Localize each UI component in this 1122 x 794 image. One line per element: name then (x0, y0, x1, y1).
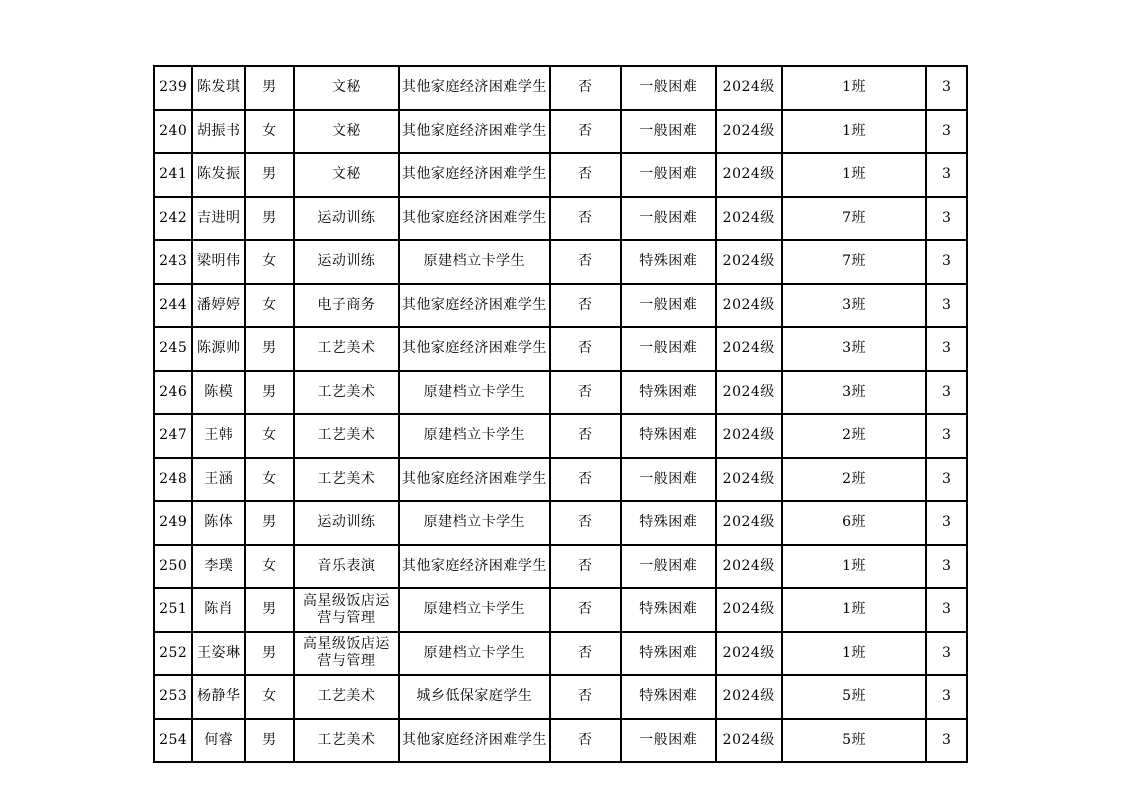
cell-major-text: 运动训练 (317, 253, 376, 270)
cell-student-name: 陈肖 (192, 588, 245, 632)
cell-number: 240 (154, 110, 192, 154)
cell-value: 3 (926, 719, 967, 763)
cell-student-name: 何睿 (192, 719, 245, 763)
cell-value: 3 (926, 414, 967, 458)
cell-number: 254 (154, 719, 192, 763)
cell-class: 3班 (782, 284, 927, 328)
cell-major-text: 工艺美术 (317, 688, 376, 705)
cell-value: 3 (926, 66, 967, 110)
cell-grade: 2024级 (716, 284, 782, 328)
cell-aid-category: 其他家庭经济困难学生 (399, 284, 550, 328)
student-aid-table (153, 65, 968, 763)
cell-major (294, 284, 399, 328)
cell-value: 3 (926, 632, 967, 676)
cell-aid-category: 原建档立卡学生 (399, 588, 550, 632)
cell-grade: 2024级 (716, 240, 782, 284)
cell-grade: 2024级 (716, 110, 782, 154)
cell-student-name: 王韩 (192, 414, 245, 458)
cell-aid-category: 其他家庭经济困难学生 (399, 719, 550, 763)
cell-value: 3 (926, 545, 967, 589)
cell-gender: 男 (245, 327, 294, 371)
cell-major-text: 文秘 (331, 79, 361, 96)
cell-major (294, 327, 399, 371)
cell-major-text: 工艺美术 (317, 340, 376, 357)
cell-difficulty-level: 特殊困难 (621, 501, 716, 545)
cell-major (294, 632, 399, 676)
cell-number: 248 (154, 458, 192, 502)
cell-flag: 否 (550, 719, 621, 763)
cell-gender: 男 (245, 66, 294, 110)
cell-flag: 否 (550, 675, 621, 719)
cell-difficulty-level: 一般困难 (621, 153, 716, 197)
cell-value: 3 (926, 327, 967, 371)
cell-value: 3 (926, 458, 967, 502)
cell-gender: 女 (245, 110, 294, 154)
cell-student-name: 陈模 (192, 371, 245, 415)
cell-grade: 2024级 (716, 632, 782, 676)
cell-major (294, 719, 399, 763)
table-row (154, 66, 967, 110)
cell-major-text: 电子商务 (317, 296, 376, 313)
cell-student-name: 胡振书 (192, 110, 245, 154)
cell-major-text: 运动训练 (317, 209, 376, 226)
table-row (154, 545, 967, 589)
cell-number: 241 (154, 153, 192, 197)
cell-class: 1班 (782, 66, 927, 110)
cell-value: 3 (926, 284, 967, 328)
cell-flag: 否 (550, 458, 621, 502)
cell-grade: 2024级 (716, 588, 782, 632)
cell-class: 1班 (782, 588, 927, 632)
cell-class: 5班 (782, 719, 927, 763)
cell-major (294, 110, 399, 154)
cell-major (294, 371, 399, 415)
cell-grade: 2024级 (716, 675, 782, 719)
cell-aid-category: 城乡低保家庭学生 (399, 675, 550, 719)
cell-aid-category: 其他家庭经济困难学生 (399, 545, 550, 589)
cell-major (294, 458, 399, 502)
cell-grade: 2024级 (716, 719, 782, 763)
table-row (154, 719, 967, 763)
cell-grade: 2024级 (716, 545, 782, 589)
cell-grade: 2024级 (716, 458, 782, 502)
cell-difficulty-level: 特殊困难 (621, 632, 716, 676)
table-row (154, 371, 967, 415)
cell-number: 253 (154, 675, 192, 719)
cell-class: 3班 (782, 371, 927, 415)
cell-major-text: 工艺美术 (317, 731, 376, 748)
table-row (154, 458, 967, 502)
cell-gender: 女 (245, 240, 294, 284)
cell-major (294, 588, 399, 632)
cell-major (294, 240, 399, 284)
cell-aid-category: 其他家庭经济困难学生 (399, 110, 550, 154)
table-row (154, 501, 967, 545)
cell-major-text: 音乐表演 (317, 557, 376, 574)
cell-student-name: 杨静华 (192, 675, 245, 719)
cell-aid-category: 原建档立卡学生 (399, 632, 550, 676)
cell-major (294, 501, 399, 545)
cell-flag: 否 (550, 632, 621, 676)
cell-major-text: 工艺美术 (317, 383, 376, 400)
cell-number: 246 (154, 371, 192, 415)
cell-grade: 2024级 (716, 66, 782, 110)
cell-gender: 男 (245, 197, 294, 241)
cell-flag: 否 (550, 110, 621, 154)
cell-value: 3 (926, 371, 967, 415)
cell-difficulty-level: 一般困难 (621, 458, 716, 502)
cell-major (294, 197, 399, 241)
cell-value: 3 (926, 588, 967, 632)
cell-class: 2班 (782, 458, 927, 502)
table-row (154, 327, 967, 371)
cell-student-name: 王姿琳 (192, 632, 245, 676)
cell-aid-category: 原建档立卡学生 (399, 501, 550, 545)
cell-flag: 否 (550, 414, 621, 458)
cell-class: 1班 (782, 153, 927, 197)
cell-flag: 否 (550, 153, 621, 197)
cell-difficulty-level: 特殊困难 (621, 675, 716, 719)
cell-major-text: 高星级饭店运营与管理 (302, 592, 390, 626)
cell-class: 7班 (782, 197, 927, 241)
cell-major (294, 675, 399, 719)
table-row (154, 240, 967, 284)
table-row (154, 588, 967, 632)
cell-student-name: 陈源帅 (192, 327, 245, 371)
cell-gender: 男 (245, 371, 294, 415)
cell-student-name: 李璞 (192, 545, 245, 589)
cell-class: 5班 (782, 675, 927, 719)
cell-flag: 否 (550, 501, 621, 545)
cell-grade: 2024级 (716, 371, 782, 415)
cell-aid-category: 其他家庭经济困难学生 (399, 197, 550, 241)
cell-class: 2班 (782, 414, 927, 458)
cell-difficulty-level: 特殊困难 (621, 588, 716, 632)
cell-number: 247 (154, 414, 192, 458)
cell-difficulty-level: 一般困难 (621, 197, 716, 241)
cell-gender: 男 (245, 632, 294, 676)
cell-flag: 否 (550, 197, 621, 241)
cell-gender: 女 (245, 414, 294, 458)
cell-class: 7班 (782, 240, 927, 284)
cell-aid-category: 原建档立卡学生 (399, 414, 550, 458)
cell-class: 1班 (782, 632, 927, 676)
cell-number: 249 (154, 501, 192, 545)
cell-major-text: 运动训练 (317, 514, 376, 531)
cell-flag: 否 (550, 284, 621, 328)
cell-number: 243 (154, 240, 192, 284)
cell-difficulty-level: 一般困难 (621, 284, 716, 328)
cell-aid-category: 其他家庭经济困难学生 (399, 153, 550, 197)
cell-class: 1班 (782, 545, 927, 589)
cell-value: 3 (926, 501, 967, 545)
cell-gender: 女 (245, 545, 294, 589)
cell-class: 1班 (782, 110, 927, 154)
cell-class: 3班 (782, 327, 927, 371)
cell-major (294, 66, 399, 110)
cell-grade: 2024级 (716, 197, 782, 241)
table-row (154, 284, 967, 328)
cell-difficulty-level: 一般困难 (621, 327, 716, 371)
table-body (154, 66, 967, 762)
cell-gender: 男 (245, 719, 294, 763)
cell-number: 244 (154, 284, 192, 328)
cell-difficulty-level: 一般困难 (621, 66, 716, 110)
cell-value: 3 (926, 675, 967, 719)
cell-value: 3 (926, 110, 967, 154)
cell-number: 239 (154, 66, 192, 110)
cell-gender: 女 (245, 284, 294, 328)
cell-aid-category: 原建档立卡学生 (399, 240, 550, 284)
cell-flag: 否 (550, 66, 621, 110)
cell-grade: 2024级 (716, 327, 782, 371)
cell-number: 242 (154, 197, 192, 241)
cell-student-name: 梁明伟 (192, 240, 245, 284)
cell-major (294, 545, 399, 589)
cell-flag: 否 (550, 588, 621, 632)
cell-flag: 否 (550, 327, 621, 371)
cell-aid-category: 其他家庭经济困难学生 (399, 458, 550, 502)
cell-difficulty-level: 一般困难 (621, 545, 716, 589)
cell-student-name: 潘婷婷 (192, 284, 245, 328)
cell-number: 251 (154, 588, 192, 632)
cell-grade: 2024级 (716, 414, 782, 458)
cell-aid-category: 其他家庭经济困难学生 (399, 327, 550, 371)
table-row (154, 675, 967, 719)
cell-class: 6班 (782, 501, 927, 545)
cell-flag: 否 (550, 371, 621, 415)
cell-gender: 男 (245, 588, 294, 632)
cell-difficulty-level: 一般困难 (621, 110, 716, 154)
cell-difficulty-level: 特殊困难 (621, 240, 716, 284)
cell-major-text: 文秘 (331, 122, 361, 139)
cell-number: 250 (154, 545, 192, 589)
cell-grade: 2024级 (716, 153, 782, 197)
cell-difficulty-level: 一般困难 (621, 719, 716, 763)
cell-gender: 女 (245, 675, 294, 719)
cell-number: 245 (154, 327, 192, 371)
cell-number: 252 (154, 632, 192, 676)
cell-student-name: 王涵 (192, 458, 245, 502)
cell-gender: 女 (245, 458, 294, 502)
table-row (154, 153, 967, 197)
table-row (154, 197, 967, 241)
cell-value: 3 (926, 197, 967, 241)
cell-difficulty-level: 特殊困难 (621, 414, 716, 458)
cell-major-text: 工艺美术 (317, 427, 376, 444)
table-row (154, 632, 967, 676)
cell-major (294, 153, 399, 197)
cell-flag: 否 (550, 240, 621, 284)
cell-major-text: 工艺美术 (317, 470, 376, 487)
cell-gender: 男 (245, 501, 294, 545)
table-row (154, 414, 967, 458)
cell-major (294, 414, 399, 458)
cell-value: 3 (926, 240, 967, 284)
cell-major-text: 文秘 (331, 166, 361, 183)
cell-aid-category: 其他家庭经济困难学生 (399, 66, 550, 110)
cell-value: 3 (926, 153, 967, 197)
cell-flag: 否 (550, 545, 621, 589)
cell-difficulty-level: 特殊困难 (621, 371, 716, 415)
cell-student-name: 陈体 (192, 501, 245, 545)
cell-student-name: 陈发振 (192, 153, 245, 197)
cell-student-name: 陈发琪 (192, 66, 245, 110)
cell-grade: 2024级 (716, 501, 782, 545)
cell-gender: 男 (245, 153, 294, 197)
table-row (154, 110, 967, 154)
cell-aid-category: 原建档立卡学生 (399, 371, 550, 415)
cell-student-name: 吉进明 (192, 197, 245, 241)
cell-major-text: 高星级饭店运营与管理 (302, 636, 390, 670)
